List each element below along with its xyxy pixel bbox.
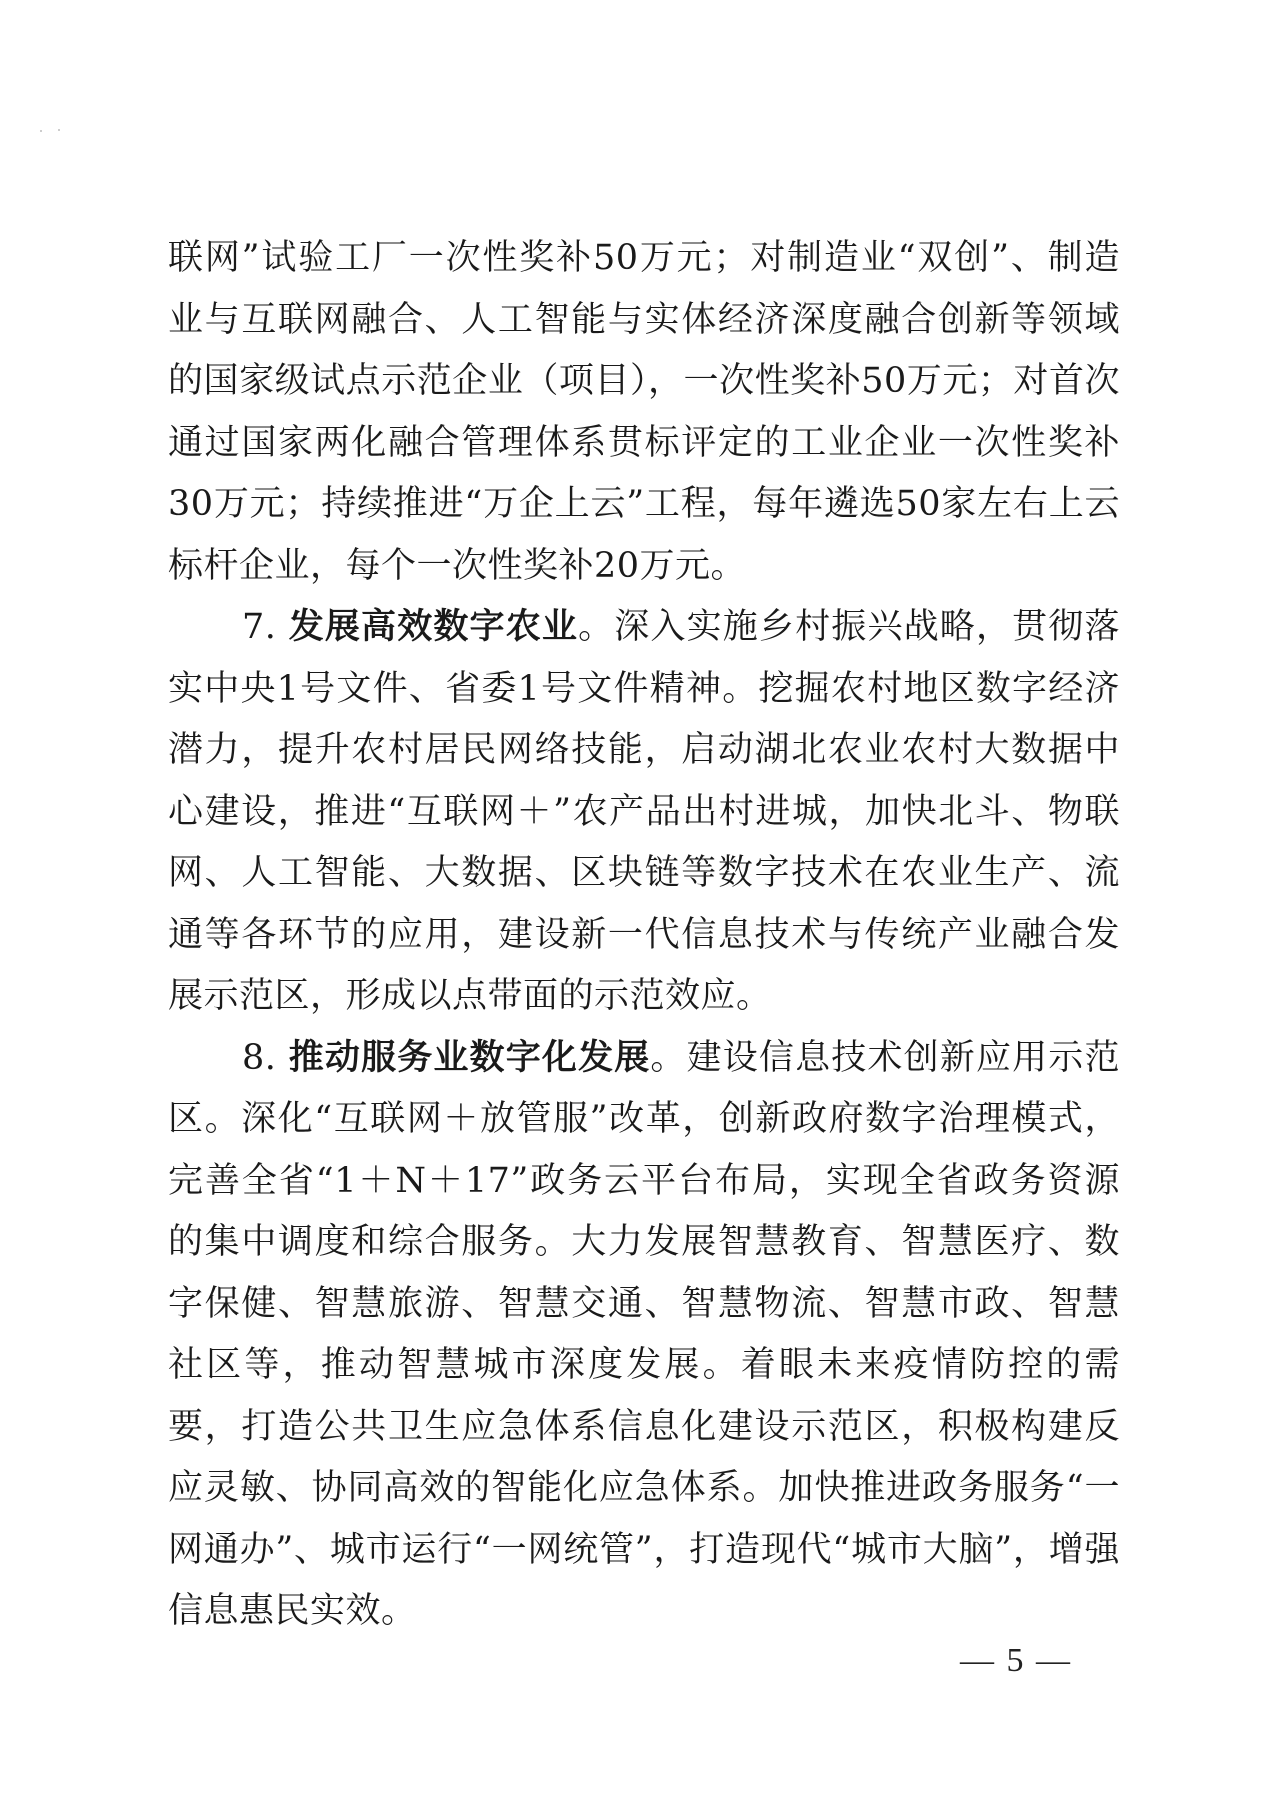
section-8-number: 8.: [242, 1037, 289, 1078]
section-8-heading-punct: 。: [650, 1037, 687, 1078]
page-number: — 5 —: [960, 1642, 1072, 1679]
body-text: [168, 228, 1120, 1643]
section-8-body: 建设信息技术创新应用示范区。深化“互联网＋放管服”改革，创新政府数字治理模式，完善全省“1＋N＋17”政务云平台布局，实现全省政务资源的集中调度和综合服务。大力发展智慧教育、智慧医疗、数字保健、智慧旅游、智慧交通、智慧物流、智慧市政、智慧社区等，推动智慧城市深度发展。着眼未来疫情防控的需要，打造公共卫生应急体系信息化建设示范区，积极构建反应灵敏、协同高效的智能化应急体系。加快推进政务服务“一网通办”、城市运行“一网统管”，打造现代“城市大脑”，增强信息惠民实效。: [168, 1037, 1120, 1631]
paragraph-section-8: [168, 1028, 1120, 1643]
scan-speck: [40, 130, 42, 132]
paragraph-intro: [168, 228, 1120, 597]
section-7-body: 深入实施乡村振兴战略，贯彻落实中央1号文件、省委1号文件精神。挖掘农村地区数字经济潜力，提升农村居民网络技能，启动湖北农业农村大数据中心建设，推进“互联网＋”农产品出村进城，加快北斗、物联网、人工智能、大数据、区块链等数字技术在农业生产、流通等各环节的应用，建设新一代信息技术与传统产业融合发展示范区，形成以点带面的示范效应。: [168, 607, 1120, 1016]
paragraph-section-7: [168, 597, 1120, 1028]
section-7-heading: 发展高效数字农业: [288, 607, 579, 647]
paragraph-intro-text: 联网”试验工厂一次性奖补50万元；对制造业“双创”、制造业与互联网融合、人工智能与实体经济深度融合创新等领域的国家级试点示范企业（项目），一次性奖补50万元；对首次通过国家两化融合管理体系贯标评定的工业企业一次性奖补30万元；持续推进“万企上云”工程，每年遴选50家左右上云标杆企业，每个一次性奖补20万元。: [168, 238, 1120, 586]
scan-speck: [58, 129, 60, 131]
section-7-number: 7.: [242, 607, 289, 647]
section-7-heading-punct: 。: [578, 607, 615, 647]
section-8-heading: 推动服务业数字化发展: [288, 1037, 651, 1078]
